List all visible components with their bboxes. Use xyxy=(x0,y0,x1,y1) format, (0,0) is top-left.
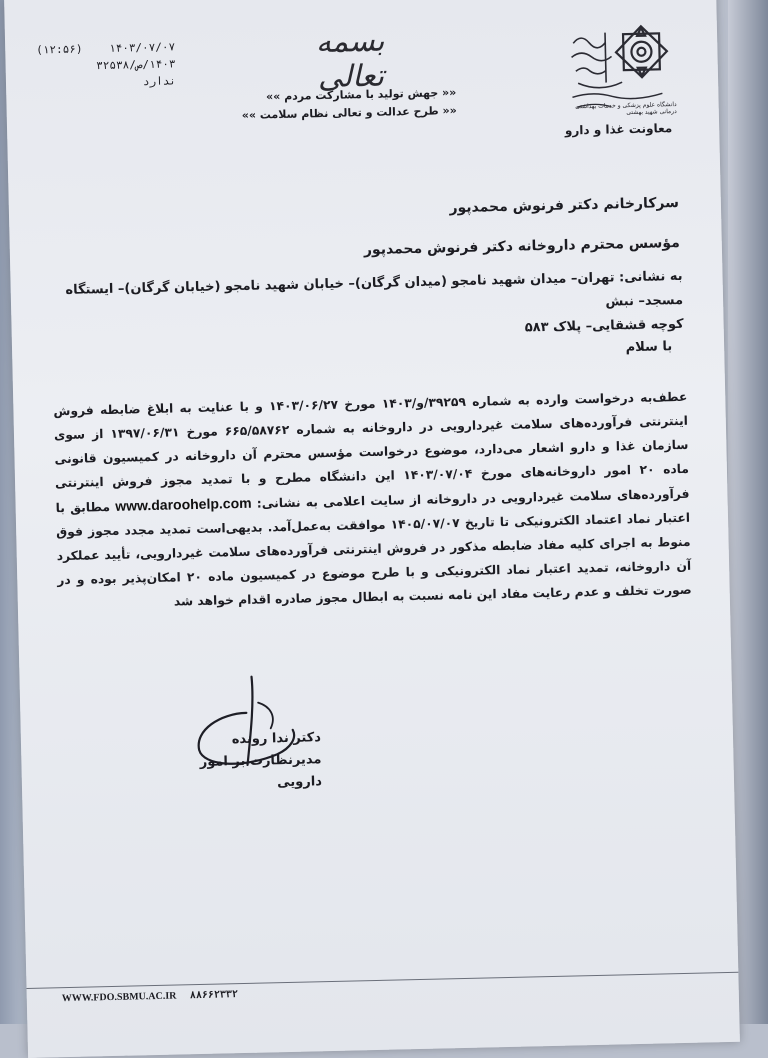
slogans xyxy=(236,84,457,125)
meta-time-note: (۱۲:۵۶) xyxy=(35,42,83,57)
addressee-line-2: مؤسس محترم داروخانه دکتر فرنوش محمدپور xyxy=(363,234,680,259)
address-line-1: به نشانی: تهران– میدان شهید نامجو (میدان گرگان)– خیابان شهید نامجو (خیابان گرگان)– ایستگاه مسجد– نبش xyxy=(65,268,684,310)
letter-body xyxy=(53,385,692,616)
body-part-1: عطف‌به درخواست وارده به شماره ۳۹۲۵۹/و/۱۴۰۳ مورخ ۱۴۰۳/۰۶/۲۷ و با عنایت به ابلاغ ضابطه فروش اینترنتی فرآورده‌های سلامت غیردارویی در داروخانه به شماره ۶۶۵/۵۸۷۶۲ مورخ ۱۳۹۷/۰۶/۳۱ از سوی سازمان غذا و دارو اشعار می‌دارد، موضوع درخواست مؤسس محترم آن داروخانه در کمیسیون قانونی ماده ۲۰ امور داروخانه‌های مورخ ۱۴۰۳/۰۷/۰۴ این دانشگاه مطرح و با تمدید مجوز فروش اینترنتی فرآورده‌های سلامت غیردارویی در داروخانه از سایت اعلامی به نشانی: xyxy=(53,389,690,511)
signer-name: دکتر ندا رونده xyxy=(231,730,322,748)
signer-block xyxy=(191,727,322,796)
body-part-2: مطابق با اعتبار نماد اعتماد الکترونیکی تا تاریخ ۱۴۰۵/۰۷/۰۷ موافقت به‌عمل‌آمد. بدیهی‌است تمدید مجدد مجوز فوق منوط به اجرای کلیه مفاد ضابطه مذکور در فروش اینترنتی فرآورده‌های سلامت غیردارویی، تأیید عملکرد آن داروخانه، تمدید اعتبار نماد الکترونیکی و با طرح موضوع در کمیسیون ماده ۲۰ امکان‌پذیر بوده و در صورت تخلف و عدم رعایت مفاد این نامه نسبت به ابطال مجوز صادره اقدام خواهد شد xyxy=(55,499,692,609)
deputy-label: معاونت غذا و دارو xyxy=(564,121,673,138)
signer-title: مدیرنظارت بر امور دارویی xyxy=(199,752,323,791)
letter-sheet xyxy=(4,0,740,1058)
addressee-block xyxy=(49,183,681,277)
website-link[interactable]: www.daroohelp.com xyxy=(115,494,252,514)
meta-attachment: ندارد xyxy=(142,74,177,89)
bismillah-heading: بسمه تعالی xyxy=(315,23,385,96)
letter-footer xyxy=(62,979,702,1005)
footer-phone: ۸۸۶۶۲۳۳۲ xyxy=(189,989,239,1002)
address-block xyxy=(48,265,683,351)
footer-url[interactable]: WWW.FDO.SBMU.AC.IR xyxy=(61,990,177,1005)
addressee-line-1: سرکارخانم دکتر فرنوش محمدپور xyxy=(449,194,680,217)
slogan-line-2: «« طرح عدالت و تعالی نظام سلامت »» xyxy=(241,103,457,122)
meta-date: ۱۴۰۳/۰۷/۰۷ xyxy=(108,40,176,55)
university-name: دانشگاه علوم پزشکی و خدمات بهداشتی درمانی شهید بهشتی xyxy=(575,100,677,117)
address-line-2: کوچه قشقایی– پلاک ۵۸۳ xyxy=(524,316,684,336)
slogan-line-1: «« جهش تولید با مشارکت مردم »» xyxy=(265,85,457,104)
greeting: با سلام xyxy=(625,339,673,356)
meta-number: ۱۴۰۳/ص/۳۲۵۳۸ xyxy=(95,57,176,73)
letter-meta xyxy=(35,38,176,92)
